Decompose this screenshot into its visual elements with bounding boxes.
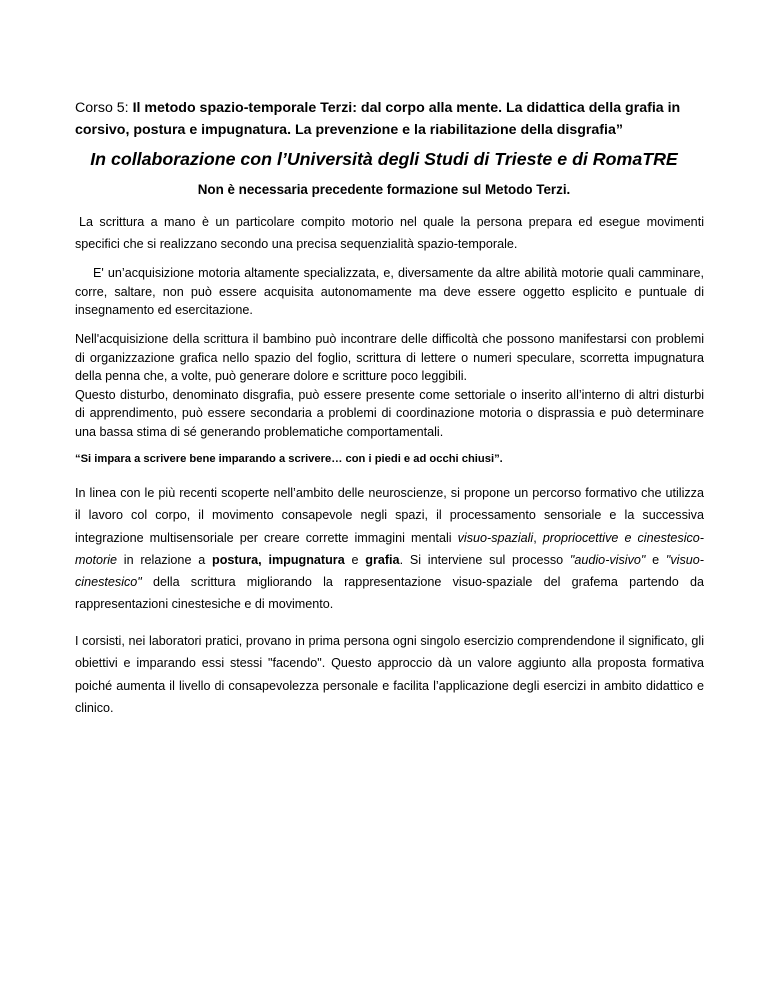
paragraph-intro-text: La scrittura a mano è un particolare compito motorio nel quale la persona prepara ed esegue movimenti specifici che si realizzano secondo una precisa sequenzialità spazio-temporale. bbox=[75, 215, 704, 251]
method-bold: grafia bbox=[365, 552, 400, 567]
method-text: e bbox=[344, 552, 366, 567]
method-text: , bbox=[533, 530, 543, 545]
method-bold: postura, impugnatura bbox=[212, 552, 345, 567]
paragraph-disgraphia bbox=[75, 330, 704, 441]
course-heading bbox=[75, 97, 705, 141]
paragraph-intro bbox=[75, 211, 704, 255]
paragraph-labs bbox=[75, 630, 704, 719]
paragraph-disgraphia-line: Questo disturbo, denominato disgrafia, può essere presente come settoriale o inserito all’interno di altri disturbi di apprendimento, può essere secondaria a problemi di coordinazione motoria o disprassia e può determinare una bassa stima di sé generando problematiche comportamentali. bbox=[75, 387, 704, 439]
collaboration-subtitle: In collaborazione con l’Università degli Studi di Trieste e di RomaTRE bbox=[90, 149, 678, 169]
method-text: della scrittura migliorando la rappresentazione visuo-spaziale del grafema partendo da rappresentazioni cinestesiche e di movimento. bbox=[75, 575, 704, 612]
method-text: e bbox=[645, 552, 666, 567]
method-text: in relazione a bbox=[117, 552, 212, 567]
paragraph-labs-text: I corsisti, nei laboratori pratici, provano in prima persona ogni singolo esercizio comprendendone il significato, gli obiettivi e imparando essi stessi "facendo". Questo approccio dà un valore aggiunto alla proposta formativa poiché aumenta il livello di consapevolezza personale e facilita l’applicazione degli esercizi in ambito didattico e clinico. bbox=[75, 634, 704, 715]
paragraph-acquisition bbox=[75, 264, 704, 320]
prerequisite-note: Non è necessaria precedente formazione sul Metodo Terzi. bbox=[197, 182, 571, 197]
paragraph-method bbox=[75, 482, 704, 616]
method-italic: propriocettive e cinestesico-motorie bbox=[75, 530, 704, 567]
course-prefix: Corso 5: bbox=[75, 100, 133, 116]
method-text: . Si interviene sul processo bbox=[399, 552, 570, 567]
motto-quote-text: “Si impara a scrivere bene imparando a scrivere… con i piedi e ad occhi chiusi”. bbox=[75, 453, 503, 465]
paragraph-disgraphia-line: Nell'acquisizione della scrittura il bambino può incontrare delle difficoltà che possono manifestarsi con problemi di organizzazione grafica nello spazio del foglio, scrittura di lettere o numeri speculare, scorretta impugnatura della penna che, a volte, può generare dolore e scritture poco leggibili. bbox=[75, 332, 704, 383]
course-title: Il metodo spazio-temporale Terzi: dal corpo alla mente. La didattica della grafia in corsivo, postura e impugnatura. La prevenzione e la riabilitazione della disgrafia” bbox=[75, 100, 681, 138]
paragraph-acquisition-text: E' un’acquisizione motoria altamente specializzata, e, diversamente da altre abilità motorie quali camminare, corre, saltare, non può essere acquisita autonomamente ma deve essere oggetto esplicito e puntuale di insegnamento ed esercitazione. bbox=[75, 266, 704, 317]
method-italic: "visuo-cinestesico" bbox=[75, 552, 704, 590]
method-italic: "audio-visivo" bbox=[569, 552, 646, 567]
method-italic: visuo-spaziali bbox=[457, 530, 534, 545]
motto-quote bbox=[75, 450, 704, 468]
method-text: In linea con le più recenti scoperte nell’ambito delle neuroscienze, si propone un percorso formativo che utilizza il lavoro col corpo, il movimento consapevole negli spazi, il processamento sensoriale e la successiva integrazione multisensoriale per creare corrette immagini mentali bbox=[75, 486, 704, 545]
